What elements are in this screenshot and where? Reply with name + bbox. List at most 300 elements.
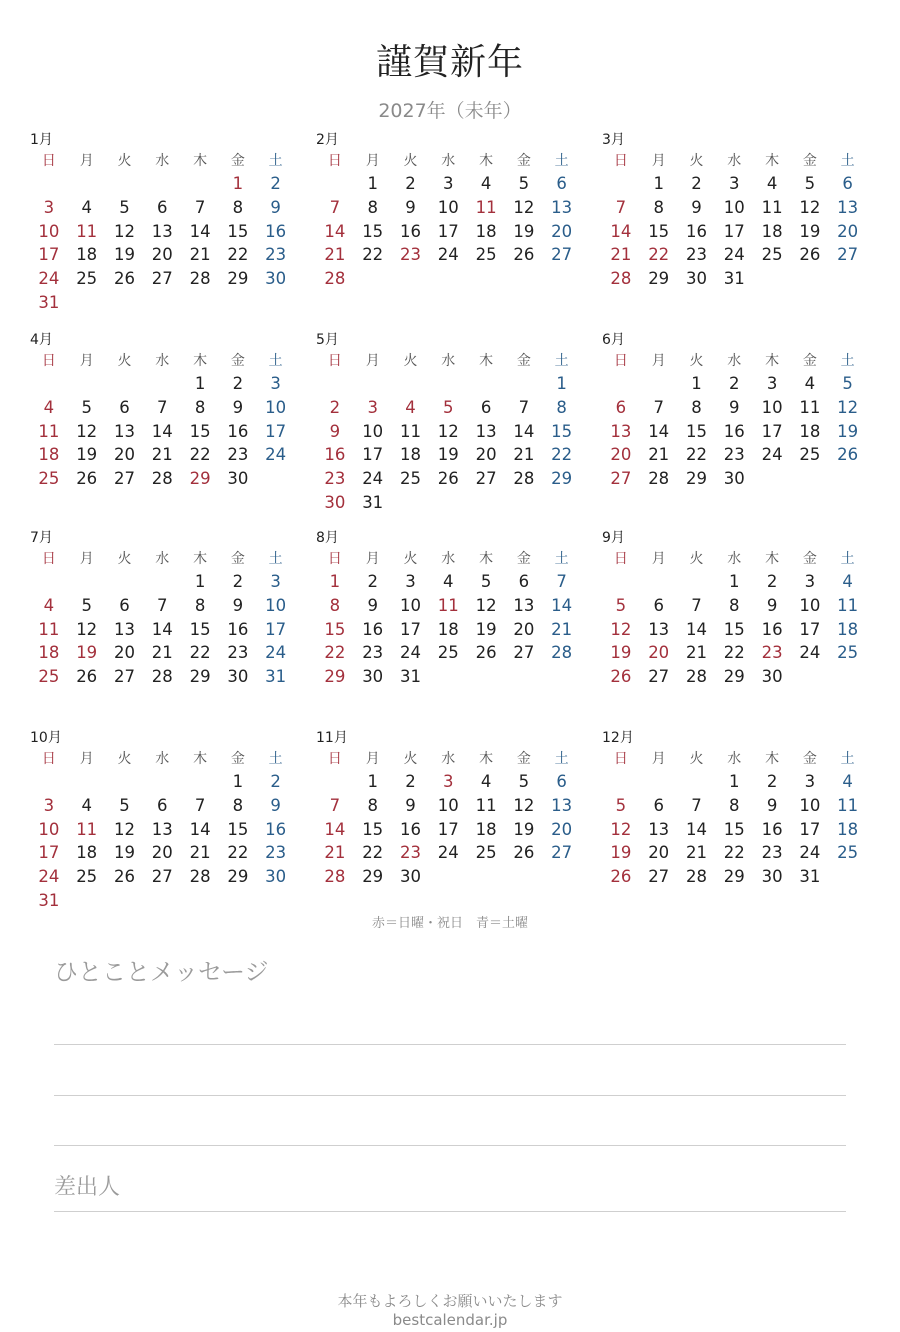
month-block <box>316 130 576 291</box>
weekday-header: 土 <box>840 353 855 369</box>
day-cell: 8 <box>232 795 244 815</box>
day-cell: 2 <box>367 572 378 591</box>
day-cell: 4 <box>443 572 454 591</box>
weekday-header: 木 <box>193 353 208 369</box>
day-cell: 20 <box>151 245 173 265</box>
day-cell: 13 <box>648 619 670 639</box>
day-cell: 23 <box>227 643 249 663</box>
day-cell: 2 <box>232 572 244 591</box>
day-cell: 6 <box>842 174 853 193</box>
weekday-header: 木 <box>193 153 208 169</box>
weekday-header: 火 <box>117 751 132 767</box>
day-cell: 9 <box>232 595 244 615</box>
month-block <box>602 330 862 491</box>
day-cell: 29 <box>227 269 249 289</box>
day-cell: 16 <box>362 619 384 639</box>
weekday-header: 日 <box>327 153 342 169</box>
day-cell: 27 <box>551 843 573 863</box>
day-cell: 27 <box>113 469 135 489</box>
empty-cell <box>106 770 144 794</box>
day-cell: 10 <box>362 421 384 441</box>
month-grid <box>316 150 576 291</box>
day-cell: 14 <box>324 221 346 241</box>
month-block <box>602 528 862 689</box>
month-name: 2月 <box>316 132 339 148</box>
day-cell: 20 <box>113 643 135 663</box>
day-cell: 3 <box>443 174 454 193</box>
weekday-header: 火 <box>689 353 704 369</box>
day-cell: 7 <box>194 795 206 815</box>
weekday-header: 水 <box>441 751 456 767</box>
day-cell: 4 <box>81 795 92 815</box>
weekday-header: 土 <box>554 751 569 767</box>
day-cell: 19 <box>610 843 632 863</box>
day-cell: 7 <box>615 197 627 217</box>
day-cell: 25 <box>837 843 859 863</box>
day-cell: 22 <box>551 445 573 465</box>
day-cell: 19 <box>513 221 535 241</box>
month-block <box>30 330 290 491</box>
day-cell: 29 <box>189 469 211 489</box>
day-cell: 19 <box>76 643 98 663</box>
day-cell: 16 <box>265 819 287 839</box>
day-cell: 21 <box>324 843 346 863</box>
day-cell: 18 <box>399 445 421 465</box>
day-cell: 25 <box>475 245 497 265</box>
empty-cell <box>143 172 181 196</box>
empty-cell <box>602 570 640 594</box>
day-cell: 25 <box>437 643 459 663</box>
day-cell: 17 <box>362 445 384 465</box>
day-cell: 12 <box>610 819 632 839</box>
weekday-header: 月 <box>651 751 666 767</box>
day-cell: 14 <box>685 819 707 839</box>
day-cell: 13 <box>475 421 497 441</box>
weekday-header: 火 <box>117 353 132 369</box>
empty-cell <box>181 172 219 196</box>
empty-cell <box>106 372 144 396</box>
day-cell: 29 <box>551 469 573 489</box>
day-cell: 5 <box>615 595 627 615</box>
day-cell: 11 <box>475 795 497 815</box>
empty-cell <box>30 770 68 794</box>
day-cell: 30 <box>761 667 783 687</box>
day-cell: 15 <box>723 619 745 639</box>
day-cell: 1 <box>329 572 341 591</box>
month-name: 6月 <box>602 332 625 348</box>
day-cell: 1 <box>367 772 378 791</box>
day-cell: 26 <box>610 667 632 687</box>
empty-cell <box>68 172 106 196</box>
weekday-header: 水 <box>727 353 742 369</box>
empty-cell <box>392 372 430 396</box>
day-cell: 23 <box>685 245 707 265</box>
day-cell: 28 <box>685 867 707 887</box>
day-cell: 16 <box>723 421 745 441</box>
day-cell: 8 <box>729 595 740 615</box>
day-cell: 23 <box>399 245 421 265</box>
sender-label: 差出人 <box>54 1175 121 1200</box>
day-cell: 19 <box>437 445 459 465</box>
day-cell: 17 <box>761 421 783 441</box>
day-cell: 22 <box>362 843 384 863</box>
day-cell: 16 <box>761 819 783 839</box>
day-cell: 7 <box>691 795 702 815</box>
day-cell: 11 <box>799 397 821 417</box>
day-cell: 28 <box>151 469 173 489</box>
day-cell: 12 <box>76 619 98 639</box>
weekday-header: 金 <box>230 551 245 567</box>
day-cell: 22 <box>362 245 384 265</box>
day-cell: 24 <box>437 245 459 265</box>
day-cell: 17 <box>38 245 60 265</box>
empty-cell <box>30 570 68 594</box>
weekday-header: 水 <box>155 751 170 767</box>
day-cell: 23 <box>761 843 783 863</box>
day-cell: 16 <box>685 221 707 241</box>
day-cell: 19 <box>475 619 497 639</box>
day-cell: 10 <box>761 397 783 417</box>
weekday-header: 木 <box>479 153 494 169</box>
day-cell: 13 <box>151 819 173 839</box>
day-cell: 14 <box>610 221 632 241</box>
day-cell: 27 <box>151 269 173 289</box>
empty-cell <box>30 172 68 196</box>
day-cell: 21 <box>189 245 211 265</box>
empty-cell <box>181 770 219 794</box>
month-block <box>316 330 576 515</box>
day-cell: 12 <box>475 595 497 615</box>
page-title: 謹賀新年 <box>375 42 524 83</box>
day-cell: 29 <box>189 667 211 687</box>
day-cell: 21 <box>685 643 707 663</box>
day-cell: 14 <box>551 595 573 615</box>
empty-cell <box>68 570 106 594</box>
day-cell: 21 <box>189 843 211 863</box>
day-cell: 10 <box>723 197 745 217</box>
day-cell: 2 <box>329 397 341 417</box>
day-cell: 28 <box>685 667 707 687</box>
day-cell: 5 <box>81 397 92 417</box>
day-cell: 13 <box>648 819 670 839</box>
day-cell: 2 <box>729 374 740 393</box>
weekday-header: 金 <box>802 353 817 369</box>
weekday-header: 火 <box>689 153 704 169</box>
weekday-header: 金 <box>802 751 817 767</box>
day-cell: 27 <box>648 867 670 887</box>
day-cell: 30 <box>227 667 249 687</box>
day-cell: 6 <box>480 397 492 417</box>
day-cell: 31 <box>265 667 287 687</box>
day-cell: 2 <box>405 772 416 791</box>
day-cell: 9 <box>766 795 778 815</box>
weekday-header: 木 <box>193 551 208 567</box>
day-cell: 18 <box>837 619 859 639</box>
weekday-header: 土 <box>268 551 283 567</box>
weekday-header: 土 <box>268 353 283 369</box>
day-cell: 22 <box>227 245 249 265</box>
day-cell: 12 <box>76 421 98 441</box>
empty-cell <box>316 770 354 794</box>
day-cell: 21 <box>151 445 173 465</box>
weekday-header: 金 <box>516 353 531 369</box>
weekday-header: 日 <box>327 751 342 767</box>
day-cell: 18 <box>76 843 98 863</box>
day-cell: 17 <box>799 819 821 839</box>
day-cell: 22 <box>227 843 249 863</box>
day-cell: 11 <box>76 221 98 241</box>
month-grid <box>30 350 290 491</box>
day-cell: 8 <box>232 197 244 217</box>
day-cell: 14 <box>648 421 670 441</box>
weekday-header: 日 <box>41 153 56 169</box>
day-cell: 21 <box>151 643 173 663</box>
day-cell: 2 <box>766 772 778 791</box>
day-cell: 28 <box>324 269 346 289</box>
month-name: 5月 <box>316 332 339 348</box>
weekday-header: 月 <box>79 751 94 767</box>
day-cell: 18 <box>38 643 60 663</box>
day-cell: 2 <box>691 174 702 193</box>
day-cell: 3 <box>443 772 454 791</box>
day-cell: 20 <box>551 221 573 241</box>
day-cell: 2 <box>270 174 281 193</box>
day-cell: 25 <box>399 469 421 489</box>
day-cell: 19 <box>113 245 135 265</box>
footer-site: bestcalendar.jp <box>392 1311 508 1329</box>
day-cell: 29 <box>723 667 745 687</box>
weekday-header: 水 <box>441 153 456 169</box>
month-grid <box>30 748 290 913</box>
day-cell: 28 <box>513 469 535 489</box>
day-cell: 22 <box>685 445 707 465</box>
day-cell: 25 <box>76 867 98 887</box>
day-cell: 26 <box>76 667 98 687</box>
day-cell: 22 <box>648 245 670 265</box>
day-cell: 12 <box>799 197 821 217</box>
weekday-header: 金 <box>802 551 817 567</box>
day-cell: 31 <box>38 890 60 910</box>
day-cell: 10 <box>799 595 821 615</box>
day-cell: 6 <box>556 772 567 791</box>
day-cell: 18 <box>799 421 821 441</box>
weekday-header: 月 <box>365 153 380 169</box>
day-cell: 14 <box>151 421 173 441</box>
day-cell: 20 <box>475 445 497 465</box>
day-cell: 1 <box>232 772 244 791</box>
day-cell: 22 <box>189 643 211 663</box>
day-cell: 5 <box>518 174 530 193</box>
day-cell: 19 <box>610 643 632 663</box>
day-cell: 15 <box>723 819 745 839</box>
empty-cell <box>106 172 144 196</box>
color-legend: 赤＝日曜・祝日 青＝土曜 <box>371 916 528 931</box>
day-cell: 1 <box>367 174 378 193</box>
empty-cell <box>640 570 678 594</box>
day-cell: 12 <box>113 819 135 839</box>
day-cell: 4 <box>842 772 853 791</box>
day-cell: 18 <box>475 221 497 241</box>
day-cell: 28 <box>648 469 670 489</box>
empty-cell <box>143 372 181 396</box>
month-grid <box>602 748 862 889</box>
day-cell: 30 <box>265 269 287 289</box>
day-cell: 24 <box>399 643 421 663</box>
day-cell: 3 <box>804 772 816 791</box>
day-cell: 16 <box>227 421 249 441</box>
day-cell: 28 <box>551 643 573 663</box>
day-cell: 4 <box>81 197 92 217</box>
day-cell: 8 <box>729 795 740 815</box>
month-block <box>316 528 576 689</box>
day-cell: 24 <box>799 643 821 663</box>
day-cell: 10 <box>399 595 421 615</box>
day-cell: 26 <box>437 469 459 489</box>
day-cell: 21 <box>513 445 535 465</box>
day-cell: 9 <box>691 197 702 217</box>
day-cell: 4 <box>43 397 55 417</box>
day-cell: 29 <box>685 469 707 489</box>
weekday-header: 水 <box>727 153 742 169</box>
day-cell: 10 <box>265 595 287 615</box>
day-cell: 20 <box>648 643 670 663</box>
day-cell: 1 <box>194 572 206 591</box>
weekday-header: 火 <box>117 551 132 567</box>
day-cell: 20 <box>837 221 859 241</box>
weekday-header: 火 <box>117 153 132 169</box>
day-cell: 7 <box>518 397 530 417</box>
day-cell: 11 <box>437 595 459 615</box>
day-cell: 23 <box>362 643 384 663</box>
day-cell: 29 <box>723 867 745 887</box>
day-cell: 25 <box>38 469 60 489</box>
weekday-header: 月 <box>79 551 94 567</box>
weekday-header: 金 <box>516 153 531 169</box>
day-cell: 27 <box>610 469 632 489</box>
day-cell: 6 <box>556 174 567 193</box>
day-cell: 8 <box>653 197 664 217</box>
day-cell: 30 <box>685 269 707 289</box>
day-cell: 15 <box>324 619 346 639</box>
day-cell: 23 <box>761 643 783 663</box>
weekday-header: 土 <box>840 751 855 767</box>
day-cell: 19 <box>513 819 535 839</box>
day-cell: 23 <box>265 245 287 265</box>
empty-cell <box>678 570 716 594</box>
day-cell: 15 <box>551 421 573 441</box>
day-cell: 5 <box>518 772 530 791</box>
day-cell: 1 <box>729 772 740 791</box>
day-cell: 15 <box>362 819 384 839</box>
day-cell: 8 <box>367 795 378 815</box>
day-cell: 17 <box>399 619 421 639</box>
weekday-header: 月 <box>651 153 666 169</box>
day-cell: 30 <box>723 469 745 489</box>
day-cell: 19 <box>837 421 859 441</box>
day-cell: 31 <box>799 867 821 887</box>
day-cell: 5 <box>804 174 816 193</box>
day-cell: 12 <box>610 619 632 639</box>
weekday-header: 水 <box>441 353 456 369</box>
weekday-header: 木 <box>765 751 780 767</box>
day-cell: 9 <box>405 795 416 815</box>
day-cell: 7 <box>691 595 702 615</box>
day-cell: 29 <box>324 667 346 687</box>
day-cell: 3 <box>804 572 816 591</box>
day-cell: 22 <box>324 643 346 663</box>
month-name: 12月 <box>602 730 634 746</box>
day-cell: 12 <box>513 795 535 815</box>
day-cell: 26 <box>113 867 135 887</box>
day-cell: 16 <box>227 619 249 639</box>
day-cell: 21 <box>685 843 707 863</box>
empty-cell <box>30 372 68 396</box>
weekday-header: 火 <box>689 751 704 767</box>
year-calendar <box>30 130 870 920</box>
day-cell: 2 <box>766 572 778 591</box>
day-cell: 20 <box>151 843 173 863</box>
weekday-header: 月 <box>79 353 94 369</box>
day-cell: 15 <box>227 221 249 241</box>
day-cell: 14 <box>151 619 173 639</box>
year-subtitle: 2027年（未年） <box>378 100 522 122</box>
day-cell: 9 <box>329 421 341 441</box>
weekday-header: 日 <box>327 353 342 369</box>
month-block <box>30 528 290 689</box>
month-block <box>30 130 290 315</box>
empty-cell <box>354 372 392 396</box>
day-cell: 27 <box>837 245 859 265</box>
day-cell: 2 <box>270 772 281 791</box>
day-cell: 10 <box>38 221 60 241</box>
day-cell: 15 <box>362 221 384 241</box>
day-cell: 7 <box>556 572 567 591</box>
empty-cell <box>68 372 106 396</box>
month-grid <box>602 548 862 689</box>
day-cell: 8 <box>556 397 567 417</box>
day-cell: 20 <box>513 619 535 639</box>
weekday-header: 木 <box>765 153 780 169</box>
day-cell: 29 <box>362 867 384 887</box>
day-cell: 9 <box>232 397 244 417</box>
day-cell: 15 <box>227 819 249 839</box>
empty-cell <box>316 172 354 196</box>
day-cell: 30 <box>399 867 421 887</box>
day-cell: 30 <box>265 867 287 887</box>
weekday-header: 月 <box>79 153 94 169</box>
day-cell: 24 <box>362 469 384 489</box>
day-cell: 11 <box>76 819 98 839</box>
weekday-header: 水 <box>155 551 170 567</box>
day-cell: 1 <box>194 374 206 393</box>
day-cell: 25 <box>761 245 783 265</box>
day-cell: 6 <box>653 595 664 615</box>
weekday-header: 金 <box>516 551 531 567</box>
day-cell: 5 <box>81 595 92 615</box>
day-cell: 2 <box>232 374 244 393</box>
empty-cell <box>602 372 640 396</box>
day-cell: 20 <box>113 445 135 465</box>
day-cell: 9 <box>270 795 281 815</box>
weekday-header: 水 <box>727 751 742 767</box>
day-cell: 6 <box>653 795 664 815</box>
day-cell: 15 <box>685 421 707 441</box>
day-cell: 1 <box>653 174 664 193</box>
day-cell: 13 <box>610 421 632 441</box>
empty-cell <box>143 570 181 594</box>
day-cell: 18 <box>475 819 497 839</box>
day-cell: 20 <box>610 445 632 465</box>
